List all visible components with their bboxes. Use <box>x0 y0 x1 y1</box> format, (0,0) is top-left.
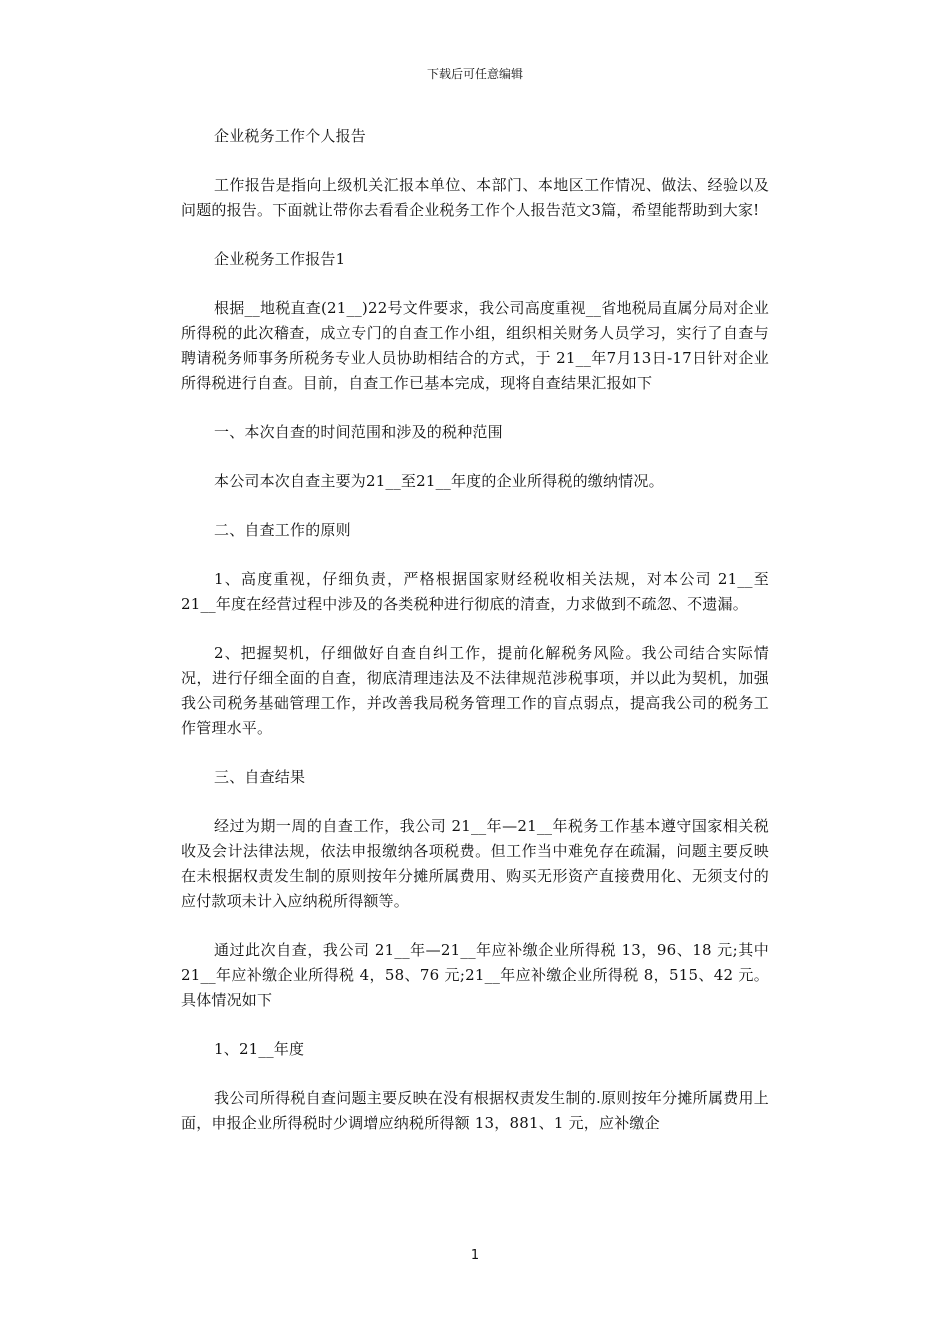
section-heading-2: 二、自查工作的原则 <box>214 521 351 539</box>
report-1-title: 企业税务工作报告1 <box>214 250 346 268</box>
paragraph-principle-1: 1、高度重视，仔细负责，严格根据国家财经税收相关法规，对本公司 21__至21__年度在经营过程中涉及的各类税种进行彻底的清查，力求做到不疏忽、不遗漏。 <box>181 570 769 613</box>
document-body <box>181 124 774 1136</box>
paragraph-tax-amounts: 通过此次自查，我公司 21__年—21__年应补缴企业所得税 13，96、18 元;其中 21__年应补缴企业所得税 4，58、76 元;21__年应补缴企业所得税 8，515、42 元。具体情况如下 <box>181 941 774 1009</box>
subheading-year: 1、21__年度 <box>214 1040 305 1058</box>
paragraph-scope: 本公司本次自查主要为21__至21__年度的企业所得税的缴纳情况。 <box>214 472 664 490</box>
page-header: 下载后可任意编辑 <box>426 67 523 81</box>
page-number: 1 <box>470 1248 480 1263</box>
paragraph-background: 根据__地税直查(21__)22号文件要求，我公司高度重视__省地税局直属分局对企业所得税的此次稽查，成立专门的自查工作小组，组织相关财务人员学习，实行了自查与聘请税务师事务所税务专业人员协助相结合的方式，于 21__年7月13日-17日针对企业所得税进行自查。目前，自查工作已基本完成，现将自查结果汇报如下 <box>181 299 769 392</box>
section-heading-3: 三、自查结果 <box>214 768 306 786</box>
paragraph-principle-2: 2、把握契机，仔细做好自查自纠工作，提前化解税务风险。我公司结合实际情况，进行仔细全面的自查，彻底清理违法及不法律规范涉税事项，并以此为契机，加强我公司税务基础管理工作，并改善我局税务管理工作的盲点弱点，提高我公司的税务工作管理水平。 <box>181 644 769 737</box>
document-title: 企业税务工作个人报告 <box>214 127 367 145</box>
section-heading-1: 一、本次自查的时间范围和涉及的税种范围 <box>214 423 503 441</box>
intro-paragraph: 工作报告是指向上级机关汇报本单位、本部门、本地区工作情况、做法、经验以及问题的报告。下面就让带你去看看企业税务工作个人报告范文3篇，希望能帮助到大家! <box>181 176 769 219</box>
paragraph-results: 经过为期一周的自查工作，我公司 21__年—21__年税务工作基本遵守国家相关税收及会计法律法规，依法申报缴纳各项税费。但工作当中难免存在疏漏，问题主要反映在未根据权责发生制的原则按年分摊所属费用、购买无形资产直接费用化、无须支付的应付款项未计入应纳税所得额等。 <box>181 817 769 910</box>
paragraph-year-detail: 我公司所得税自查问题主要反映在没有根据权责发生制的.原则按年分摊所属费用上面，申报企业所得税时少调增应纳税所得额 13，881、1 元，应补缴企 <box>181 1089 769 1132</box>
